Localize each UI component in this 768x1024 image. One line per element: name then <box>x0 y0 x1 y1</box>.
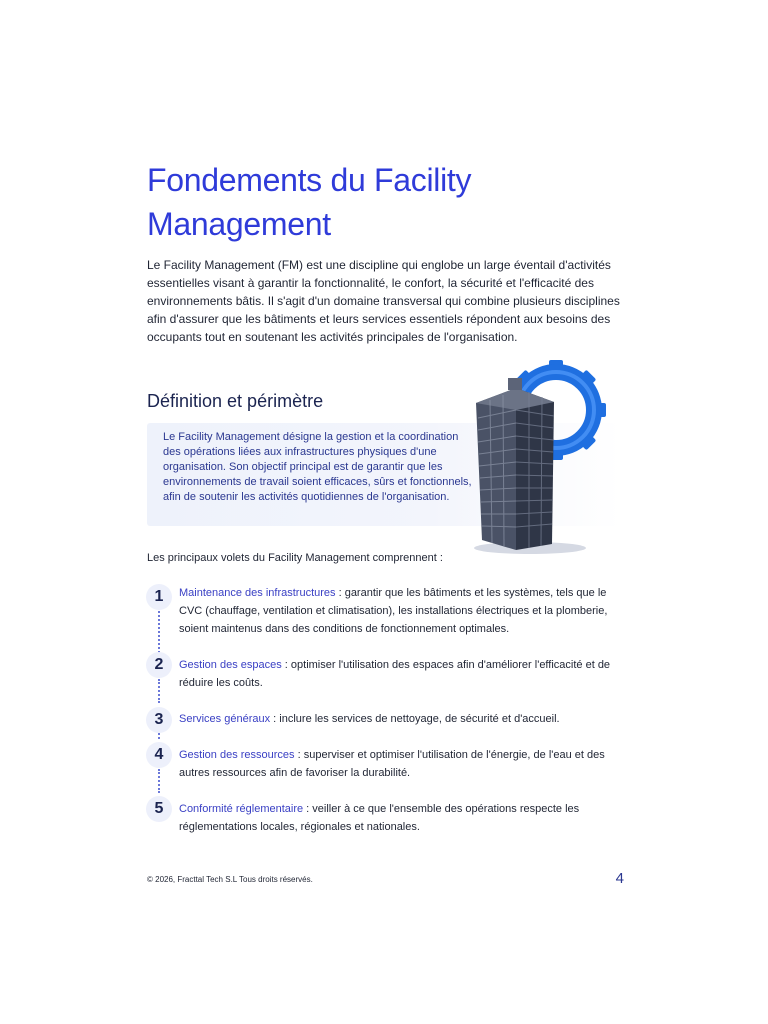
list-intro: Les principaux volets du Facility Management comprennent : <box>147 552 443 564</box>
step-number: 5 <box>146 796 172 822</box>
step-item <box>179 710 625 728</box>
footer-copyright: © 2026, Fracttal Tech S.L Tous droits réservés. <box>147 875 313 884</box>
step-description: : optimiser l'utilisation des espaces afin d'améliorer l'efficacité et de réduire les coûts. <box>179 659 611 689</box>
step-number: 1 <box>146 584 172 610</box>
intro-paragraph: Le Facility Management (FM) est une discipline qui englobe un large éventail d'activités essentielles visant à garantir la fonctionnalité, le confort, la sécurité et l'efficacité des environnements bâtis. Il s'agit d'un domaine transversal qui combine plusieurs disciplines afin d'assurer que les bâtiments et leurs services essentiels répondent aux besoins des occupants tout en soutenant les activités principales de l'organisation. <box>147 258 620 344</box>
step-term: Maintenance des infrastructures <box>179 587 336 599</box>
step-connector <box>158 679 160 703</box>
step-number: 2 <box>146 652 172 678</box>
steps-list <box>146 583 626 843</box>
step-item <box>179 746 625 782</box>
step-connector <box>158 769 160 793</box>
step-connector <box>158 733 160 739</box>
step-connector <box>158 611 160 657</box>
step-term: Services généraux <box>179 713 271 725</box>
building-gear-illustration <box>468 358 618 558</box>
step-item <box>179 656 625 692</box>
page-number: 4 <box>615 870 624 887</box>
page-title: Fondements du Facility Management <box>147 162 472 242</box>
step-term: Gestion des ressources <box>179 749 295 761</box>
step-description: : superviser et optimiser l'utilisation de l'énergie, de l'eau et des autres ressources afin de favoriser la durabilité. <box>179 749 605 779</box>
step-item <box>179 800 625 836</box>
step-number: 4 <box>146 742 172 768</box>
step-term: Gestion des espaces <box>179 659 282 671</box>
section-heading: Définition et périmètre <box>147 391 324 411</box>
step-number: 3 <box>146 707 172 733</box>
definition-text: Le Facility Management désigne la gestion et la coordination des opérations liées aux infrastructures physiques d'une organisation. Son objectif principal est de garantir que les environnements de travail soient efficaces, sûrs et fonctionnels, afin de soutenir les activités quotidiennes de l'organisation. <box>163 431 472 503</box>
step-description: : inclure les services de nettoyage, de sécurité et d'accueil. <box>270 713 560 725</box>
step-description: : garantir que les bâtiments et les systèmes, tels que le CVC (chauffage, ventilation et climatisation), les installations électriques et la plomberie, soient maintenus dans des conditions de fonctionnement optimales. <box>179 587 608 635</box>
step-term: Conformité réglementaire <box>179 803 304 815</box>
step-description: : veiller à ce que l'ensemble des opérations respecte les réglementations locales, régionales et nationales. <box>179 803 580 833</box>
step-item <box>179 584 625 638</box>
